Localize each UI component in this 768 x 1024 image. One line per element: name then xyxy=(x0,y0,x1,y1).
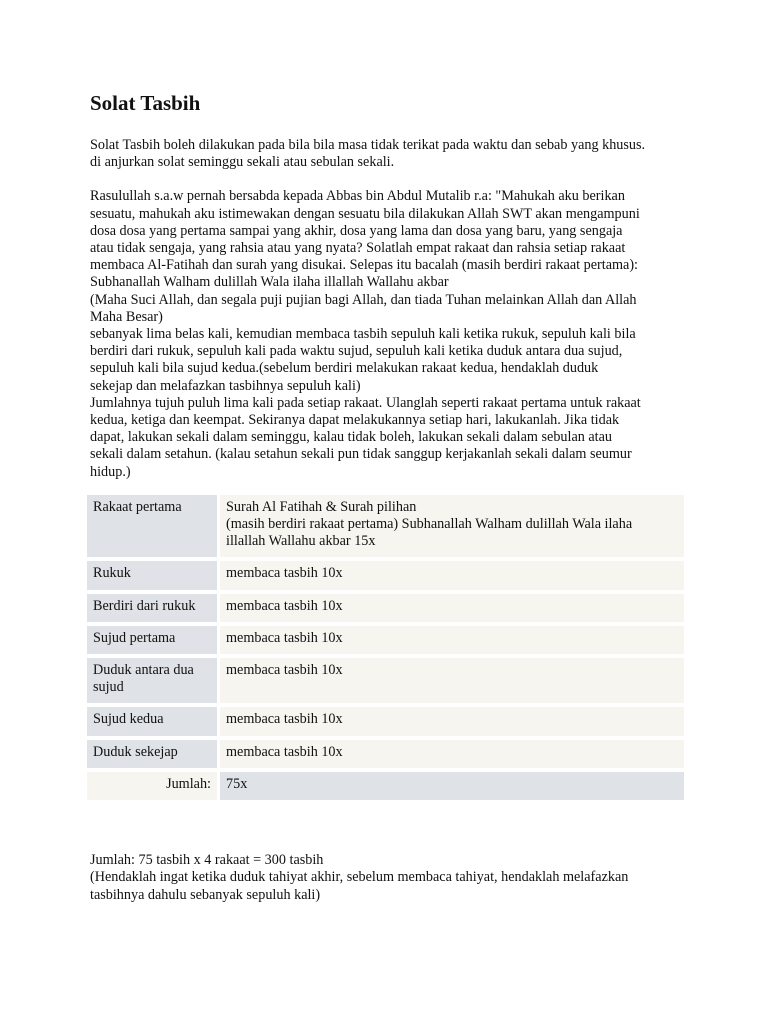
text-line: (Hendaklah ingat ketika duduk tahiyat akhir, sebelum membaca tahiyat, hendaklah melafazkan xyxy=(90,869,629,886)
total-value-cell: 75x xyxy=(220,772,684,800)
table-label-cell: Sujud kedua xyxy=(87,707,217,735)
cell-line: (masih berdiri rakaat pertama) Subhanallah Walham dulillah Wala ilaha xyxy=(226,516,633,533)
table-value-cell: membaca tasbih 10x xyxy=(220,561,684,589)
text-line: tasbihnya dahulu sebanyak sepuluh kali) xyxy=(90,886,321,903)
table-value-cell xyxy=(220,495,684,558)
text-line: (Maha Suci Allah, dan segala puji pujian bagi Allah, dan tiada Tuhan melainkan Allah dan Allah xyxy=(90,291,637,308)
intro-paragraph xyxy=(90,137,690,171)
table-label-cell: Duduk sekejap xyxy=(87,740,217,768)
table-value-cell: membaca tasbih 10x xyxy=(220,707,684,735)
text-line: kedua, ketiga dan keempat. Sekiranya dapat melakukannya setiap hari, lakukanlah. Jika tidak xyxy=(90,412,620,429)
table-row xyxy=(87,626,684,654)
cell-line: sujud xyxy=(93,679,124,696)
text-line: Maha Besar) xyxy=(90,308,163,325)
text-line: Jumlahnya tujuh puluh lima kali pada setiap rakaat. Ulanglah seperti rakaat pertama untuk rakaat xyxy=(90,394,641,411)
tasbih-table xyxy=(84,491,687,804)
text-line: sekali dalam setahun. (kalau setahun sekali pun tidak sanggup kerjakanlah sekali dalam seumur xyxy=(90,446,632,463)
text-line: sesuatu, mahukah aku istimewakan dengan sesuatu bila dilakukan Allah SWT akan mengampuni xyxy=(90,205,640,222)
table-value-cell: membaca tasbih 10x xyxy=(220,740,684,768)
table-row xyxy=(87,495,684,558)
table-row xyxy=(87,658,684,703)
document-page xyxy=(90,88,690,904)
cell-line: illallah Wallahu akbar 15x xyxy=(226,533,376,550)
table-value-cell: membaca tasbih 10x xyxy=(220,658,684,703)
text-line: sepuluh kali bila sujud kedua.(sebelum berdiri melakukan rakaat kedua, hendaklah duduk xyxy=(90,360,599,377)
page-title: Solat Tasbih xyxy=(90,91,201,115)
text-line: sebanyak lima belas kali, kemudian membaca tasbih sepuluh kali ketika rukuk, sepuluh kali bila xyxy=(90,326,636,343)
text-line: Subhanallah Walham dulillah Wala ilaha illallah Wallahu akbar xyxy=(90,274,449,291)
table-label-cell: Rakaat pertama xyxy=(87,495,217,558)
table-value-cell: membaca tasbih 10x xyxy=(220,626,684,654)
text-line: atau tidak sengaja, yang rahsia atau yang nyata? Solatlah empat rakaat dan rahsia setiap rakaat xyxy=(90,240,626,257)
cell-line: Surah Al Fatihah & Surah pilihan xyxy=(226,498,417,515)
table-label-cell: Berdiri dari rukuk xyxy=(87,594,217,622)
table-row xyxy=(87,707,684,735)
table-row xyxy=(87,594,684,622)
table-row xyxy=(87,561,684,589)
text-line: Rasulullah s.a.w pernah bersabda kepada Abbas bin Abdul Mutalib r.a: "Mahukah aku berikan xyxy=(90,188,625,205)
table-label-cell: Sujud pertama xyxy=(87,626,217,654)
text-line: dosa dosa yang pertama sampai yang akhir, dosa yang lama dan dosa yang baru, yang sengaja xyxy=(90,222,623,239)
table-total-row xyxy=(87,772,684,800)
text-line: di anjurkan solat seminggu sekali atau sebulan sekali. xyxy=(90,154,395,171)
text-line: berdiri dari rukuk, sepuluh kali pada waktu sujud, sepuluh kali ketika duduk antara dua sujud, xyxy=(90,343,623,360)
table-label-cell: Rukuk xyxy=(87,561,217,589)
text-line: Solat Tasbih boleh dilakukan pada bila bila masa tidak terikat pada waktu dan sebab yang khusus. xyxy=(90,137,646,153)
text-line: membaca Al-Fatihah dan surah yang disukai. Selepas itu bacalah (masih berdiri rakaat pertama): xyxy=(90,257,638,274)
table-value-cell: membaca tasbih 10x xyxy=(220,594,684,622)
cell-line: Duduk antara dua xyxy=(93,662,194,679)
hadith-paragraph xyxy=(90,188,690,480)
text-line: sekejap dan melafazkan tasbihnya sepuluh kali) xyxy=(90,377,361,394)
text-line: hidup.) xyxy=(90,463,131,480)
total-label-cell: Jumlah: xyxy=(87,772,217,800)
table-label-cell xyxy=(87,658,217,703)
table-row xyxy=(87,740,684,768)
text-line: dapat, lakukan sekali dalam seminggu, kalau tidak boleh, lakukan sekali dalam sebulan atau xyxy=(90,429,613,446)
footer-note xyxy=(90,852,690,904)
text-line: Jumlah: 75 tasbih x 4 rakaat = 300 tasbih xyxy=(90,852,324,869)
